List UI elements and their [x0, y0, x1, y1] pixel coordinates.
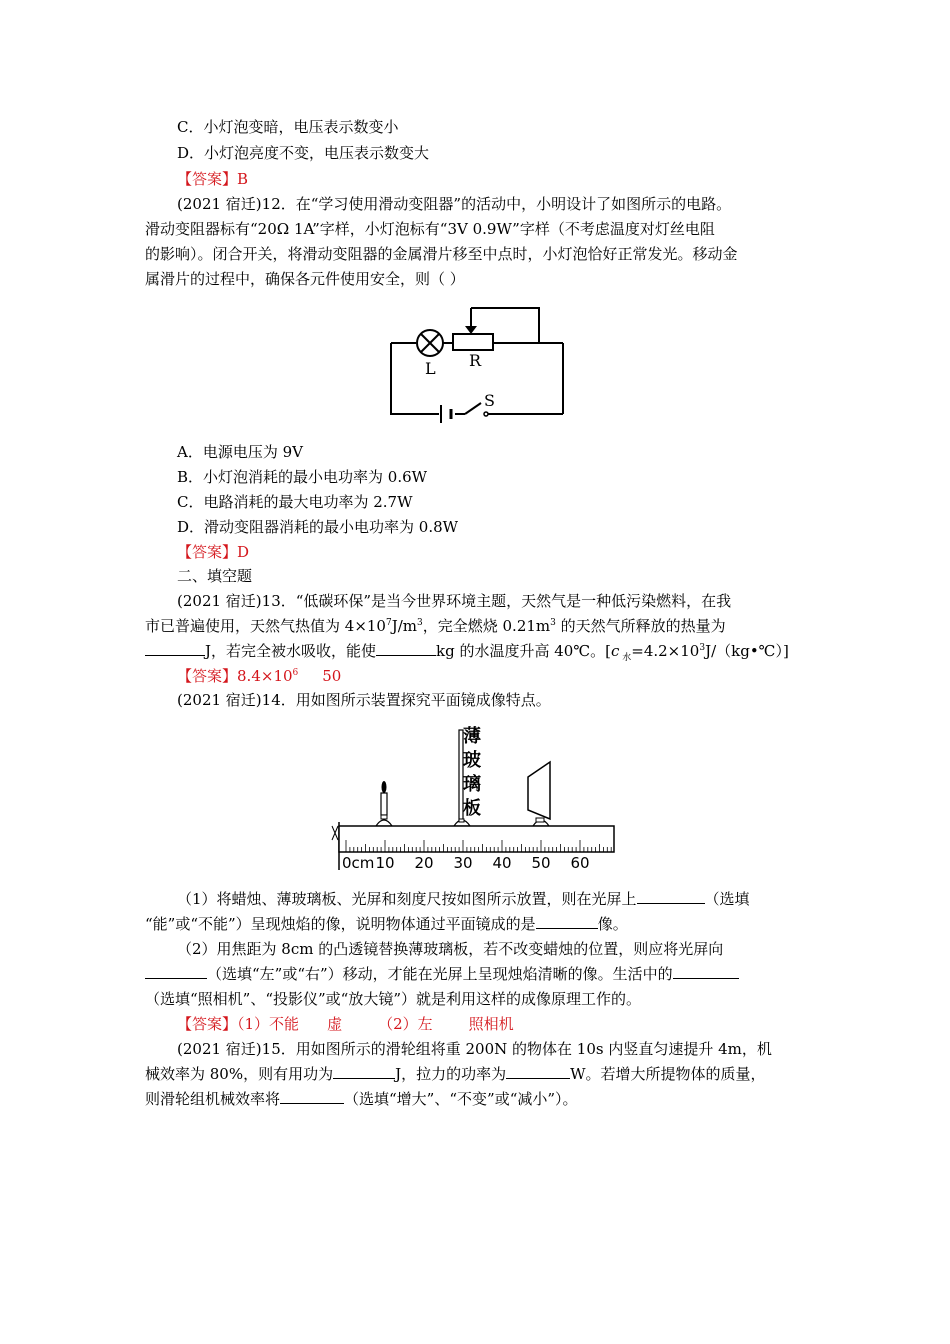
glass-label-char-1: 薄	[463, 726, 481, 747]
candle-flame-icon	[382, 781, 387, 793]
rheostat-label: R	[469, 351, 482, 370]
blank[interactable]	[376, 641, 436, 656]
ruler-tick-label: 10	[375, 854, 395, 872]
slider-wire	[471, 308, 539, 343]
section-heading: 二、填空题	[177, 567, 253, 585]
ruler	[339, 826, 614, 852]
answer-14: 【答案】（1）不能 虚 （2）左 照相机	[177, 1015, 514, 1033]
answer-label: 【答案】	[177, 543, 238, 561]
answer-value: B	[237, 170, 249, 188]
q12-line-3: 的影响）。闭合开关，将滑动变阻器的金属滑片移至中点时，小灯泡恰好正常发光。移动金	[145, 245, 738, 263]
rheostat-symbol	[453, 334, 493, 350]
answer-prev	[177, 169, 248, 189]
blank[interactable]	[145, 964, 207, 979]
blank[interactable]	[145, 641, 205, 656]
q14-2-line-3: （选填“照相机”、“投影仪”或“放大镜”）就是利用这样的成像原理工作的。	[145, 990, 642, 1008]
switch-lever	[465, 403, 481, 414]
lamp-label: L	[425, 359, 436, 378]
q12-option-a: A．电源电压为 9V	[177, 443, 303, 461]
q12-option-d: D．滑动变阻器消耗的最小电功率为 0.8W	[177, 518, 459, 536]
circuit-diagram	[385, 298, 570, 423]
answer-13: 【答案】$8.4\times 10^6$ 50	[177, 667, 342, 685]
q15-line-1: (2021 宿迁)15．用如图所示的滑轮组将重 200N 的物体在 10s 内竖直匀速提升 4m，机	[177, 1040, 772, 1058]
q13-line-3: J，若完全被水吸收，能使 kg 的水温度升高 40℃。[c $_水=4.2\times 10^3J/(kg•℃)$]	[145, 641, 789, 661]
ruler-tick-label: 30	[453, 854, 473, 872]
q12-line-1: (2021 宿迁)12．在“学习使用滑动变阻器”的活动中，小明设计了如图所示的电路。	[177, 195, 732, 213]
answer-label: 【答案】	[177, 170, 238, 188]
q15-line-2: 械效率为 80%，则有用功为 J，拉力的功率为 W。若增大所提物体的质量，	[145, 1065, 766, 1083]
optics-bench-diagram	[330, 722, 620, 874]
switch-contact	[484, 412, 488, 416]
candle-stand	[376, 820, 392, 826]
blank[interactable]	[536, 914, 598, 929]
circuit-wire-left	[391, 343, 439, 414]
q13-line-2: 市已普遍使用，天然气热值为 $4\times 10^7J/m^3$，完全燃烧 $0.21m^3$ 的天然气所释放的热量为	[145, 617, 726, 635]
candle	[381, 793, 387, 815]
ruler-tick-label: 60	[570, 854, 590, 872]
ruler-tick-label: 50	[531, 854, 551, 872]
q13-line-1: (2021 宿迁)13．“低碳环保”是当今世界环境主题，天然气是一种低污染燃料，在我	[177, 592, 732, 610]
blank[interactable]	[673, 964, 739, 979]
glass-plate	[459, 730, 463, 820]
slider-arrow-icon	[465, 326, 477, 334]
answer-12	[177, 542, 249, 562]
q12-option-c: C．电路消耗的最大电功率为 2.7W	[177, 493, 413, 511]
q12-option-b: B．小灯泡消耗的最小电功率为 0.6W	[177, 468, 428, 486]
ruler-clamp	[332, 826, 338, 840]
ruler-tick-label: 40	[492, 854, 512, 872]
q12-line-4: 属滑片的过程中，确保各元件使用安全，则（ ）	[145, 270, 465, 288]
q14-line-1: (2021 宿迁)14．用如图所示装置探究平面镜成像特点。	[177, 691, 551, 709]
answer-value: D	[237, 543, 250, 561]
glass-label-char-2: 玻	[463, 750, 481, 771]
blank[interactable]	[333, 1064, 395, 1079]
q14-1-line-2: “能”或“不能”）呈现烛焰的像，说明物体通过平面镜成的是 像。	[145, 915, 628, 933]
glass-label-char-4: 板	[463, 798, 481, 819]
ruler-zero-label: 0cm	[342, 854, 375, 872]
blank[interactable]	[506, 1064, 570, 1079]
q14-1-line-1: （1）将蜡烛、薄玻璃板、光屏和刻度尺按如图所示放置，则在光屏上 （选填	[177, 890, 750, 908]
light-screen	[528, 762, 550, 819]
ruler-tick-label: 20	[414, 854, 434, 872]
q12-line-2: 滑动变阻器标有“20Ω 1A”字样，小灯泡标有“3V 0.9W”字样（不考虑温度对灯丝电阻	[145, 220, 715, 238]
q14-2-line-2: （选填“左”或“右”）移动，才能在光屏上呈现烛焰清晰的像。生活中的	[145, 964, 739, 984]
switch-label: S	[484, 391, 495, 410]
q14-2-line-1: （2）用焦距为 8cm 的凸透镜替换薄玻璃板，若不改变蜡烛的位置，则应将光屏向	[177, 940, 724, 958]
glass-label-char-3: 璃	[463, 774, 481, 795]
option-d-prev: D．小灯泡亮度不变，电压表示数变大	[177, 144, 430, 162]
blank[interactable]	[637, 889, 705, 904]
option-c-prev: C．小灯泡变暗，电压表示数变小	[177, 118, 399, 136]
blank[interactable]	[280, 1089, 344, 1104]
q15-line-3: 则滑轮组机械效率将 （选填“增大”、“不变”或“减小”）。	[145, 1090, 578, 1108]
